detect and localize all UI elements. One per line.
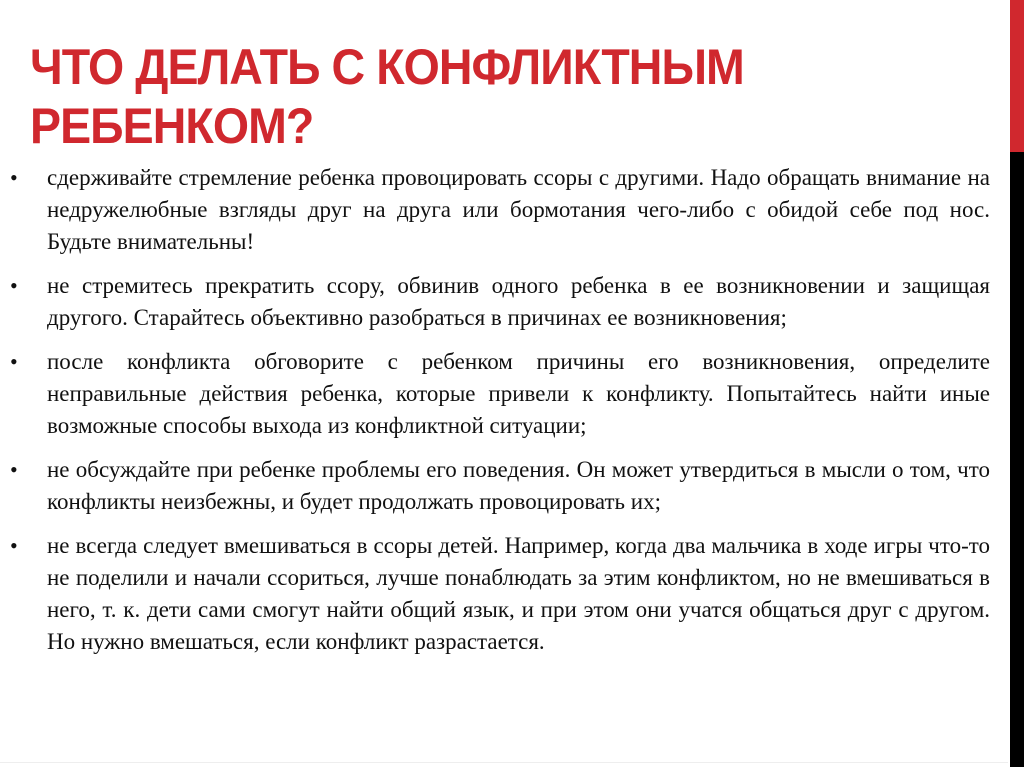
list-item <box>0 454 1000 518</box>
list-item <box>0 270 1000 334</box>
bullet-list <box>0 162 1000 670</box>
list-item <box>0 530 1000 658</box>
list-item <box>0 162 1000 258</box>
bullet-icon: • <box>10 165 18 190</box>
accent-bar-black <box>1010 152 1024 767</box>
list-item-text: сдерживайте стремление ребенка провоцировать ссоры с другими. Надо обращать внимание на недружелюбные взгляды друг на друга или бормотания чего-либо с обидой себе под нос. Будьте внимательны! <box>47 165 990 254</box>
bullet-icon: • <box>10 457 18 482</box>
list-item-text: не всегда следует вмешиваться в ссоры детей. Например, когда два мальчика в ходе игры что-то не поделили и начали ссориться, лучше понаблюдать за этим конфликтом, но не вмешиваться в него, т. к. дети сами смогут найти общий язык, и при этом они учатся общаться друг с другом. Но нужно вмешаться, если конфликт разрастается. <box>47 533 990 654</box>
bottom-divider <box>0 762 1008 763</box>
list-item-text: не стремитесь прекратить ссору, обвинив одного ребенка в ее возникновении и защищая другого. Старайтесь объективно разобраться в причинах ее возникновения; <box>47 273 990 330</box>
bullet-icon: • <box>10 349 18 374</box>
list-item <box>0 346 1000 442</box>
list-item-text: после конфликта обговорите с ребенком причины его возникновения, определите неправильные действия ребенка, которые привели к конфликту. Попытайтесь найти иные возможные способы выхода из конфликтной ситуации; <box>47 349 990 438</box>
accent-bar-red <box>1010 0 1024 152</box>
bullet-icon: • <box>10 273 18 298</box>
bullet-icon: • <box>10 533 18 558</box>
list-item-text: не обсуждайте при ребенке проблемы его поведения. Он может утвердиться в мысли о том, что конфликты неизбежны, и будет продолжать провоцировать их; <box>47 457 990 514</box>
slide-title: ЧТО ДЕЛАТЬ С КОНФЛИКТНЫМ РЕБЕНКОМ? <box>30 39 744 154</box>
